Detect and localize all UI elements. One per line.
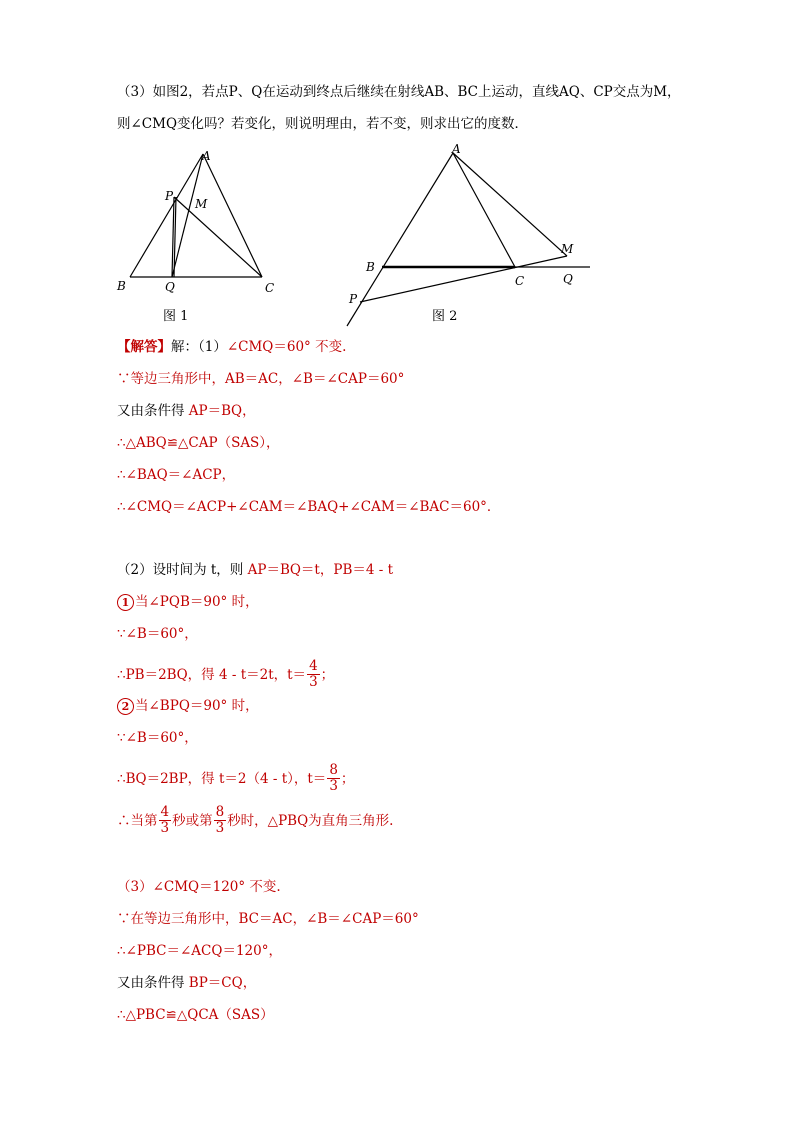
fig2-label-b: B	[366, 260, 375, 274]
fig2-label-p: P	[349, 292, 358, 306]
question3-line1: （3）如图2，若点P、Q在运动到终点后继续在射线AB、BC上运动，直线AQ、CP交点为M，	[117, 84, 681, 100]
fraction-8-3: $\frac{8}{3}$	[329, 762, 338, 794]
fraction-concl-8-3: $\frac{8}{3}$	[215, 804, 225, 836]
answer-p1-line5: ∴∠BAQ＝∠ACP，	[117, 467, 236, 483]
fig1-label-b: B	[117, 279, 126, 293]
answer-p2-case1-head	[117, 592, 259, 612]
answer-p3-line2: ∵在等边三角形中，BC＝AC，∠B＝∠CAP＝60°	[117, 911, 419, 927]
answer-p2-l1b: AP＝BQ＝t，PB＝4 - t	[247, 562, 394, 578]
fig1-label-q: Q	[165, 280, 175, 294]
answer-p1-l3a: 又由条件得	[117, 403, 189, 419]
fig2-label-q: Q	[563, 272, 573, 286]
fig2-label-c: C	[515, 274, 525, 288]
answer-intro: 解：（1）	[171, 339, 227, 355]
fig1-label-p: P	[165, 189, 174, 203]
fig1-side-ac	[203, 154, 262, 277]
answer-p1-line3	[117, 401, 256, 421]
answer-p2-case1-result: ∴PB＝2BQ，得 4 - t＝2t，t＝ $\frac{4}{3}$ ；	[117, 658, 335, 690]
answer-p1-line4: ∴△ABQ≌△CAP（SAS），	[117, 435, 280, 451]
answer-p2-l1a: （2）设时间为 t，则	[117, 562, 248, 578]
answer-p1-line2	[117, 369, 404, 389]
answer-p2-case2-because: ∵∠B＝60°，	[117, 730, 198, 746]
answer-p2-case1-because: ∵∠B＝60°，	[117, 626, 198, 642]
fig1-segment-aq	[172, 154, 203, 277]
answer-p3-line3: ∴∠PBC＝∠ACQ＝120°，	[117, 943, 282, 959]
answer-p2-c1-head: 当∠PQB＝90° 时，	[135, 594, 259, 610]
fig2-segment-aq	[453, 153, 567, 256]
answer-tag: 【解答】	[117, 339, 171, 355]
fig2-label-m: M	[561, 242, 574, 256]
answer-p2-c2-head: 当∠BPQ＝90° 时，	[135, 698, 259, 714]
answer-p2-conclusion: ∴当第 $\frac{4}{3}$ 秒或第 $\frac{8}{3}$ 秒时，△PBQ为直角三角形.	[117, 804, 394, 836]
fig1-side-ab	[130, 154, 203, 277]
answer-p2-line1	[117, 560, 393, 580]
answer-p1-line6: ∴∠CMQ＝∠ACP+∠CAM＝∠BAQ+∠CAM＝∠BAC＝60°．	[117, 499, 501, 515]
fig2-label-a: A	[452, 142, 461, 156]
answer-p2-case2-result: ∴BQ＝2BP，得 t＝2（4 - t），t＝ $\frac{8}{3}$ ；	[117, 762, 355, 794]
case2-circle-marker: 2	[117, 698, 134, 715]
case1-circle-marker: 1	[117, 594, 134, 611]
answer-p1-l1: ∠CMQ＝60° 不变.	[226, 339, 347, 355]
fraction-concl-4-3: $\frac{4}{3}$	[160, 804, 170, 836]
fig2-line-pm	[360, 256, 567, 302]
answer-p3-line5: ∴△PBC≌△QCA（SAS）	[117, 1007, 274, 1023]
fig1-label-c: C	[265, 281, 275, 295]
answer-p3-line1: （3）∠CMQ＝120° 不变.	[117, 879, 281, 895]
answer-p3-line4: 又由条件得 BP＝CQ，	[117, 975, 257, 991]
fig1-label-m: M	[195, 197, 208, 211]
answer-p2-c1-pre: ∴PB＝2BQ，得 4 - t＝2t，t＝	[117, 667, 307, 683]
fig1-segment-cp	[174, 197, 262, 277]
figure-1	[110, 145, 290, 300]
answer-p1-l2b: AB＝AC，∠B＝∠CAP＝60°	[225, 371, 405, 387]
answer-p1-line1	[117, 337, 346, 357]
answer-p2-case2-head	[117, 696, 259, 716]
figure-2	[330, 140, 600, 335]
fig2-side-ac	[453, 153, 515, 267]
question3-line2: 则∠CMQ变化吗？若变化，则说明理由，若不变，则求出它的度数．	[117, 116, 529, 132]
fig2-side-ab-ray	[347, 153, 453, 326]
fig1-label-a: A	[202, 149, 211, 163]
answer-p1-l2a: ∵等边三角形中，	[117, 371, 225, 387]
figure-2-caption: 图 2	[432, 309, 458, 324]
answer-p1-l3b: AP＝BQ，	[188, 403, 256, 419]
figure-1-caption: 图 1	[163, 309, 189, 324]
answer-p2-c2-pre: ∴BQ＝2BP，得 t＝2（4 - t），t＝	[117, 771, 327, 787]
fraction-4-3: $\frac{4}{3}$	[309, 658, 318, 690]
